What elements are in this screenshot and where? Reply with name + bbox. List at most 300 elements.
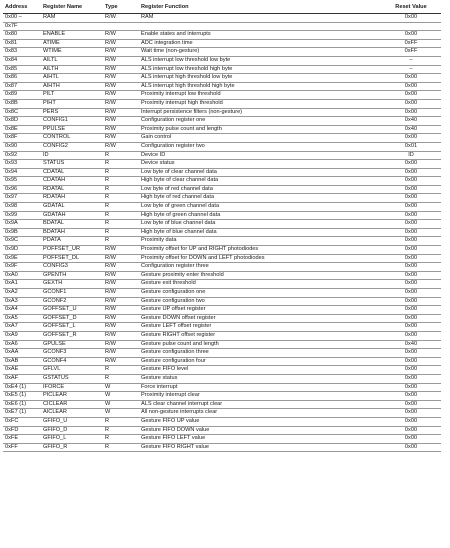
cell-register-function: Gesture configuration one: [139, 289, 381, 298]
cell-type: W: [103, 409, 139, 418]
cell-register-name: GFIFO_D: [37, 426, 103, 435]
table-row: [3, 220, 441, 229]
cell-register-name: GPULSE: [37, 340, 103, 349]
table-row: [3, 366, 441, 375]
cell-register-name: STATUS: [37, 160, 103, 169]
cell-address: 0xA7: [3, 323, 37, 332]
cell-address: 0x00 –: [3, 14, 37, 23]
cell-type: R/W: [103, 340, 139, 349]
table-row: [3, 99, 441, 108]
cell-register-function: Configuration register two: [139, 142, 381, 151]
cell-reset-value: 0x00: [381, 374, 441, 383]
table-row: [3, 280, 441, 289]
table-body: [3, 14, 441, 452]
cell-register-function: ALS interrupt low threshold low byte: [139, 56, 381, 65]
cell-type: R/W: [103, 56, 139, 65]
cell-type: R/W: [103, 289, 139, 298]
cell-register-name: CICLEAR: [37, 400, 103, 409]
cell-register-function: All non-gesture interrupts clear: [139, 409, 381, 418]
cell-register-name: ENABLE: [37, 31, 103, 40]
cell-register-function: Configuration register one: [139, 117, 381, 126]
cell-register-name: RAM: [37, 14, 103, 23]
cell-reset-value: 0x00: [381, 228, 441, 237]
register-table-container: [3, 3, 441, 452]
cell-register-name: RDATAL: [37, 185, 103, 194]
cell-type: R/W: [103, 246, 139, 255]
cell-address: 0x94: [3, 168, 37, 177]
cell-reset-value: 0x00: [381, 177, 441, 186]
header-type: Type: [103, 3, 139, 14]
cell-type: R/W: [103, 323, 139, 332]
cell-reset-value: --: [381, 65, 441, 74]
cell-register-name: PDATA: [37, 237, 103, 246]
cell-type: R/W: [103, 263, 139, 272]
cell-register-function: Low byte of green channel data: [139, 203, 381, 212]
cell-reset-value: 0x00: [381, 168, 441, 177]
cell-register-name: GOFFSET_L: [37, 323, 103, 332]
cell-type: R: [103, 211, 139, 220]
cell-reset-value: 0x00: [381, 134, 441, 143]
cell-register-function: Gesture FIFO level: [139, 366, 381, 375]
table-row: [3, 417, 441, 426]
table-row: [3, 125, 441, 134]
cell-register-name: GOFFSET_D: [37, 314, 103, 323]
cell-reset-value: 0xFF: [381, 48, 441, 57]
table-row: [3, 400, 441, 409]
cell-register-name: PILT: [37, 91, 103, 100]
cell-register-name: CONFIG2: [37, 142, 103, 151]
cell-register-function: Configuration register three: [139, 263, 381, 272]
table-row: [3, 39, 441, 48]
cell-type: R: [103, 194, 139, 203]
table-row: [3, 160, 441, 169]
table-row: [3, 409, 441, 418]
cell-register-function: Gesture exit threshold: [139, 280, 381, 289]
cell-reset-value: 0x00: [381, 185, 441, 194]
cell-register-function: Gesture FIFO RIGHT value: [139, 443, 381, 452]
cell-type: R: [103, 374, 139, 383]
cell-address: 0x9E: [3, 254, 37, 263]
cell-address: 0xA6: [3, 340, 37, 349]
cell-address: 0x99: [3, 211, 37, 220]
cell-type: R: [103, 168, 139, 177]
cell-reset-value: 0x00: [381, 211, 441, 220]
cell-register-name: GCONF1: [37, 289, 103, 298]
cell-register-name: CONFIG1: [37, 117, 103, 126]
cell-address: 0x8E: [3, 125, 37, 134]
cell-type: W: [103, 383, 139, 392]
cell-reset-value: 0x00: [381, 194, 441, 203]
cell-reset-value: 0x00: [381, 357, 441, 366]
cell-register-function: Low byte of red channel data: [139, 185, 381, 194]
table-row: [3, 383, 441, 392]
cell-address: 0xAB: [3, 357, 37, 366]
cell-type: R/W: [103, 142, 139, 151]
cell-register-name: CONTROL: [37, 134, 103, 143]
cell-register-function: Gesture DOWN offset register: [139, 314, 381, 323]
cell-register-function: Device status: [139, 160, 381, 169]
cell-reset-value: 0x00: [381, 323, 441, 332]
cell-register-name: ATIME: [37, 39, 103, 48]
table-header: [3, 3, 441, 14]
cell-address: 0xA4: [3, 306, 37, 315]
cell-register-function: Interrupt persistence filters (non-gesture): [139, 108, 381, 117]
cell-register-name: ID: [37, 151, 103, 160]
cell-address: 0x9B: [3, 228, 37, 237]
cell-type: R/W: [103, 297, 139, 306]
header-register-name: Register Name: [37, 3, 103, 14]
cell-address: 0x8D: [3, 117, 37, 126]
table-row: [3, 65, 441, 74]
cell-type: R: [103, 435, 139, 444]
cell-reset-value: 0x00: [381, 160, 441, 169]
cell-register-name: GOFFSET_U: [37, 306, 103, 315]
table-row: [3, 194, 441, 203]
table-row: [3, 211, 441, 220]
cell-type: R: [103, 426, 139, 435]
cell-type: R/W: [103, 306, 139, 315]
table-row: [3, 314, 441, 323]
cell-reset-value: 0x00: [381, 74, 441, 83]
cell-register-function: Force interrupt: [139, 383, 381, 392]
cell-reset-value: 0x00: [381, 409, 441, 418]
cell-register-function: Device ID: [139, 151, 381, 160]
cell-register-function: Gesture RIGHT offset register: [139, 331, 381, 340]
cell-register-function: High byte of clear channel data: [139, 177, 381, 186]
cell-register-function: Gesture proximity enter threshold: [139, 271, 381, 280]
cell-register-function: RAM: [139, 14, 381, 23]
cell-address: 0x92: [3, 151, 37, 160]
cell-type: R: [103, 220, 139, 229]
cell-register-function: Gesture pulse count and length: [139, 340, 381, 349]
cell-type: R/W: [103, 108, 139, 117]
cell-type: R: [103, 151, 139, 160]
cell-register-function: Gesture configuration two: [139, 297, 381, 306]
cell-address: 0xA0: [3, 271, 37, 280]
cell-type: R/W: [103, 39, 139, 48]
cell-register-name: AICLEAR: [37, 409, 103, 418]
cell-register-name: CDATAL: [37, 168, 103, 177]
cell-register-function: Proximity interrupt high threshold: [139, 99, 381, 108]
cell-reset-value: 0x00: [381, 271, 441, 280]
cell-address: 0x80: [3, 31, 37, 40]
cell-register-function: Gesture FIFO UP value: [139, 417, 381, 426]
cell-register-name: GCONF4: [37, 357, 103, 366]
cell-register-function: Proximity offset for DOWN and LEFT photodiodes: [139, 254, 381, 263]
header-register-function: Register Function: [139, 3, 381, 14]
register-table: [3, 3, 441, 452]
cell-reset-value: 0x00: [381, 331, 441, 340]
header-row: [3, 3, 441, 14]
cell-register-name: GFIFO_R: [37, 443, 103, 452]
cell-register-name: PIHT: [37, 99, 103, 108]
cell-reset-value: 0x40: [381, 340, 441, 349]
cell-type: [103, 22, 139, 31]
cell-type: R/W: [103, 271, 139, 280]
cell-reset-value: 0x00: [381, 426, 441, 435]
cell-register-function: High byte of red channel data: [139, 194, 381, 203]
cell-register-name: GFIFO_L: [37, 435, 103, 444]
cell-register-function: Proximity interrupt low threshold: [139, 91, 381, 100]
cell-type: W: [103, 392, 139, 401]
cell-register-function: Gesture UP offset register: [139, 306, 381, 315]
cell-reset-value: [381, 22, 441, 31]
cell-register-name: CONFIG3: [37, 263, 103, 272]
cell-reset-value: 0x00: [381, 306, 441, 315]
cell-reset-value: 0x00: [381, 400, 441, 409]
cell-reset-value: 0x00: [381, 417, 441, 426]
cell-register-name: GSTATUS: [37, 374, 103, 383]
cell-type: R: [103, 443, 139, 452]
cell-register-name: POFFSET_UR: [37, 246, 103, 255]
cell-address: 0xE6 (1): [3, 400, 37, 409]
cell-register-function: Gesture FIFO DOWN value: [139, 426, 381, 435]
table-row: [3, 22, 441, 31]
table-row: [3, 117, 441, 126]
cell-address: 0x8C: [3, 108, 37, 117]
cell-address: 0xA3: [3, 297, 37, 306]
cell-address: 0x81: [3, 39, 37, 48]
table-row: [3, 297, 441, 306]
cell-register-name: WTIME: [37, 48, 103, 57]
table-row: [3, 349, 441, 358]
cell-reset-value: 0x00: [381, 289, 441, 298]
cell-register-function: ALS interrupt low threshold high byte: [139, 65, 381, 74]
cell-type: R/W: [103, 331, 139, 340]
cell-register-name: AILTH: [37, 65, 103, 74]
cell-register-function: Gesture LEFT offset register: [139, 323, 381, 332]
cell-register-function: Gesture status: [139, 374, 381, 383]
cell-type: R: [103, 237, 139, 246]
cell-address: 0x87: [3, 82, 37, 91]
cell-type: R/W: [103, 314, 139, 323]
cell-register-name: BDATAH: [37, 228, 103, 237]
cell-address: 0xE7 (1): [3, 409, 37, 418]
cell-address: 0xE5 (1): [3, 392, 37, 401]
cell-address: 0x85: [3, 65, 37, 74]
table-row: [3, 134, 441, 143]
cell-type: R: [103, 177, 139, 186]
cell-register-name: AILTL: [37, 56, 103, 65]
cell-reset-value: 0x00: [381, 31, 441, 40]
cell-address: 0x83: [3, 48, 37, 57]
cell-register-name: GCONF3: [37, 349, 103, 358]
table-row: [3, 228, 441, 237]
cell-reset-value: 0x00: [381, 237, 441, 246]
cell-reset-value: 0x00: [381, 203, 441, 212]
cell-type: R/W: [103, 117, 139, 126]
cell-reset-value: 0x00: [381, 99, 441, 108]
cell-register-name: PPULSE: [37, 125, 103, 134]
cell-address: 0x95: [3, 177, 37, 186]
cell-address: 0xFF: [3, 443, 37, 452]
cell-register-function: Proximity data: [139, 237, 381, 246]
table-row: [3, 289, 441, 298]
cell-type: R: [103, 185, 139, 194]
cell-register-name: GOFFSET_R: [37, 331, 103, 340]
cell-register-name: GPENTH: [37, 271, 103, 280]
cell-address: 0xFD: [3, 426, 37, 435]
cell-register-name: BDATAL: [37, 220, 103, 229]
table-row: [3, 151, 441, 160]
cell-address: 0x8F: [3, 134, 37, 143]
cell-register-function: [139, 22, 381, 31]
cell-register-function: ADC integration time: [139, 39, 381, 48]
table-row: [3, 426, 441, 435]
cell-reset-value: 0xFF: [381, 39, 441, 48]
table-row: [3, 142, 441, 151]
cell-type: R: [103, 228, 139, 237]
cell-register-function: Proximity offset for UP and RIGHT photodiodes: [139, 246, 381, 255]
cell-address: 0xE4 (1): [3, 383, 37, 392]
cell-type: R: [103, 203, 139, 212]
cell-type: R/W: [103, 134, 139, 143]
table-row: [3, 246, 441, 255]
table-row: [3, 237, 441, 246]
cell-reset-value: 0x00: [381, 392, 441, 401]
table-row: [3, 56, 441, 65]
table-row: [3, 331, 441, 340]
cell-reset-value: 0x40: [381, 125, 441, 134]
table-row: [3, 48, 441, 57]
cell-address: 0xAA: [3, 349, 37, 358]
cell-register-name: GFLVL: [37, 366, 103, 375]
cell-reset-value: 0x00: [381, 297, 441, 306]
cell-address: 0x98: [3, 203, 37, 212]
cell-register-function: Gain control: [139, 134, 381, 143]
cell-register-name: RDATAH: [37, 194, 103, 203]
table-row: [3, 357, 441, 366]
cell-register-name: GDATAH: [37, 211, 103, 220]
cell-type: R: [103, 160, 139, 169]
cell-reset-value: --: [381, 56, 441, 65]
cell-address: 0xAE: [3, 366, 37, 375]
table-row: [3, 263, 441, 272]
cell-address: 0xAF: [3, 374, 37, 383]
cell-register-function: Wait time (non-gesture): [139, 48, 381, 57]
cell-register-name: CDATAH: [37, 177, 103, 186]
cell-address: 0x7F: [3, 22, 37, 31]
cell-register-name: [37, 22, 103, 31]
cell-register-name: PERS: [37, 108, 103, 117]
cell-register-function: Low byte of clear channel data: [139, 168, 381, 177]
cell-register-function: Proximity pulse count and length: [139, 125, 381, 134]
table-row: [3, 254, 441, 263]
cell-reset-value: 0x00: [381, 14, 441, 23]
cell-address: 0x96: [3, 185, 37, 194]
cell-type: R/W: [103, 99, 139, 108]
cell-reset-value: ID: [381, 151, 441, 160]
cell-register-function: Proximity interrupt clear: [139, 392, 381, 401]
cell-register-name: AIHTL: [37, 74, 103, 83]
cell-address: 0x93: [3, 160, 37, 169]
cell-type: R/W: [103, 357, 139, 366]
table-row: [3, 108, 441, 117]
table-row: [3, 435, 441, 444]
cell-address: 0x86: [3, 74, 37, 83]
cell-address: 0x8B: [3, 99, 37, 108]
cell-register-function: Gesture configuration three: [139, 349, 381, 358]
table-row: [3, 91, 441, 100]
cell-address: 0x97: [3, 194, 37, 203]
cell-reset-value: 0x00: [381, 254, 441, 263]
table-row: [3, 323, 441, 332]
cell-reset-value: 0x00: [381, 435, 441, 444]
cell-register-name: GDATAL: [37, 203, 103, 212]
cell-type: R/W: [103, 91, 139, 100]
cell-reset-value: 0x00: [381, 314, 441, 323]
cell-type: R/W: [103, 48, 139, 57]
cell-type: W: [103, 400, 139, 409]
cell-reset-value: 0x00: [381, 91, 441, 100]
cell-type: R/W: [103, 74, 139, 83]
cell-address: 0xFE: [3, 435, 37, 444]
table-row: [3, 31, 441, 40]
cell-register-name: AIHTH: [37, 82, 103, 91]
cell-reset-value: 0x00: [381, 443, 441, 452]
cell-register-name: GEXTH: [37, 280, 103, 289]
table-row: [3, 177, 441, 186]
cell-reset-value: 0x01: [381, 142, 441, 151]
cell-address: 0x89: [3, 91, 37, 100]
cell-register-function: High byte of blue channel data: [139, 228, 381, 237]
cell-reset-value: 0x00: [381, 263, 441, 272]
cell-type: R/W: [103, 65, 139, 74]
cell-address: 0xA9: [3, 331, 37, 340]
cell-register-function: High byte of green channel data: [139, 211, 381, 220]
header-address: Address: [3, 3, 37, 14]
cell-type: R/W: [103, 280, 139, 289]
table-row: [3, 168, 441, 177]
cell-reset-value: 0x00: [381, 366, 441, 375]
table-row: [3, 185, 441, 194]
table-row: [3, 14, 441, 23]
cell-register-name: PICLEAR: [37, 392, 103, 401]
cell-register-name: IFORCE: [37, 383, 103, 392]
cell-reset-value: 0x00: [381, 349, 441, 358]
cell-reset-value: 0x00: [381, 108, 441, 117]
header-reset-value: Reset Value: [381, 3, 441, 14]
cell-register-name: GCONF2: [37, 297, 103, 306]
cell-type: R: [103, 366, 139, 375]
cell-address: 0x84: [3, 56, 37, 65]
table-row: [3, 271, 441, 280]
table-row: [3, 82, 441, 91]
cell-address: 0xA2: [3, 289, 37, 298]
cell-reset-value: 0x00: [381, 82, 441, 91]
cell-reset-value: 0x00: [381, 220, 441, 229]
cell-type: R/W: [103, 14, 139, 23]
table-row: [3, 306, 441, 315]
cell-address: 0xFC: [3, 417, 37, 426]
cell-register-function: Enable states and interrupts: [139, 31, 381, 40]
table-row: [3, 74, 441, 83]
cell-type: R/W: [103, 254, 139, 263]
cell-register-function: ALS clear channel interrupt clear: [139, 400, 381, 409]
table-row: [3, 340, 441, 349]
cell-address: 0x90: [3, 142, 37, 151]
table-row: [3, 203, 441, 212]
cell-reset-value: 0x00: [381, 280, 441, 289]
cell-register-name: POFFSET_DL: [37, 254, 103, 263]
cell-address: 0x9C: [3, 237, 37, 246]
cell-address: 0x9F: [3, 263, 37, 272]
cell-type: R/W: [103, 125, 139, 134]
cell-register-function: ALS interrupt high threshold low byte: [139, 74, 381, 83]
table-row: [3, 374, 441, 383]
cell-type: R/W: [103, 349, 139, 358]
cell-register-function: Low byte of blue channel data: [139, 220, 381, 229]
